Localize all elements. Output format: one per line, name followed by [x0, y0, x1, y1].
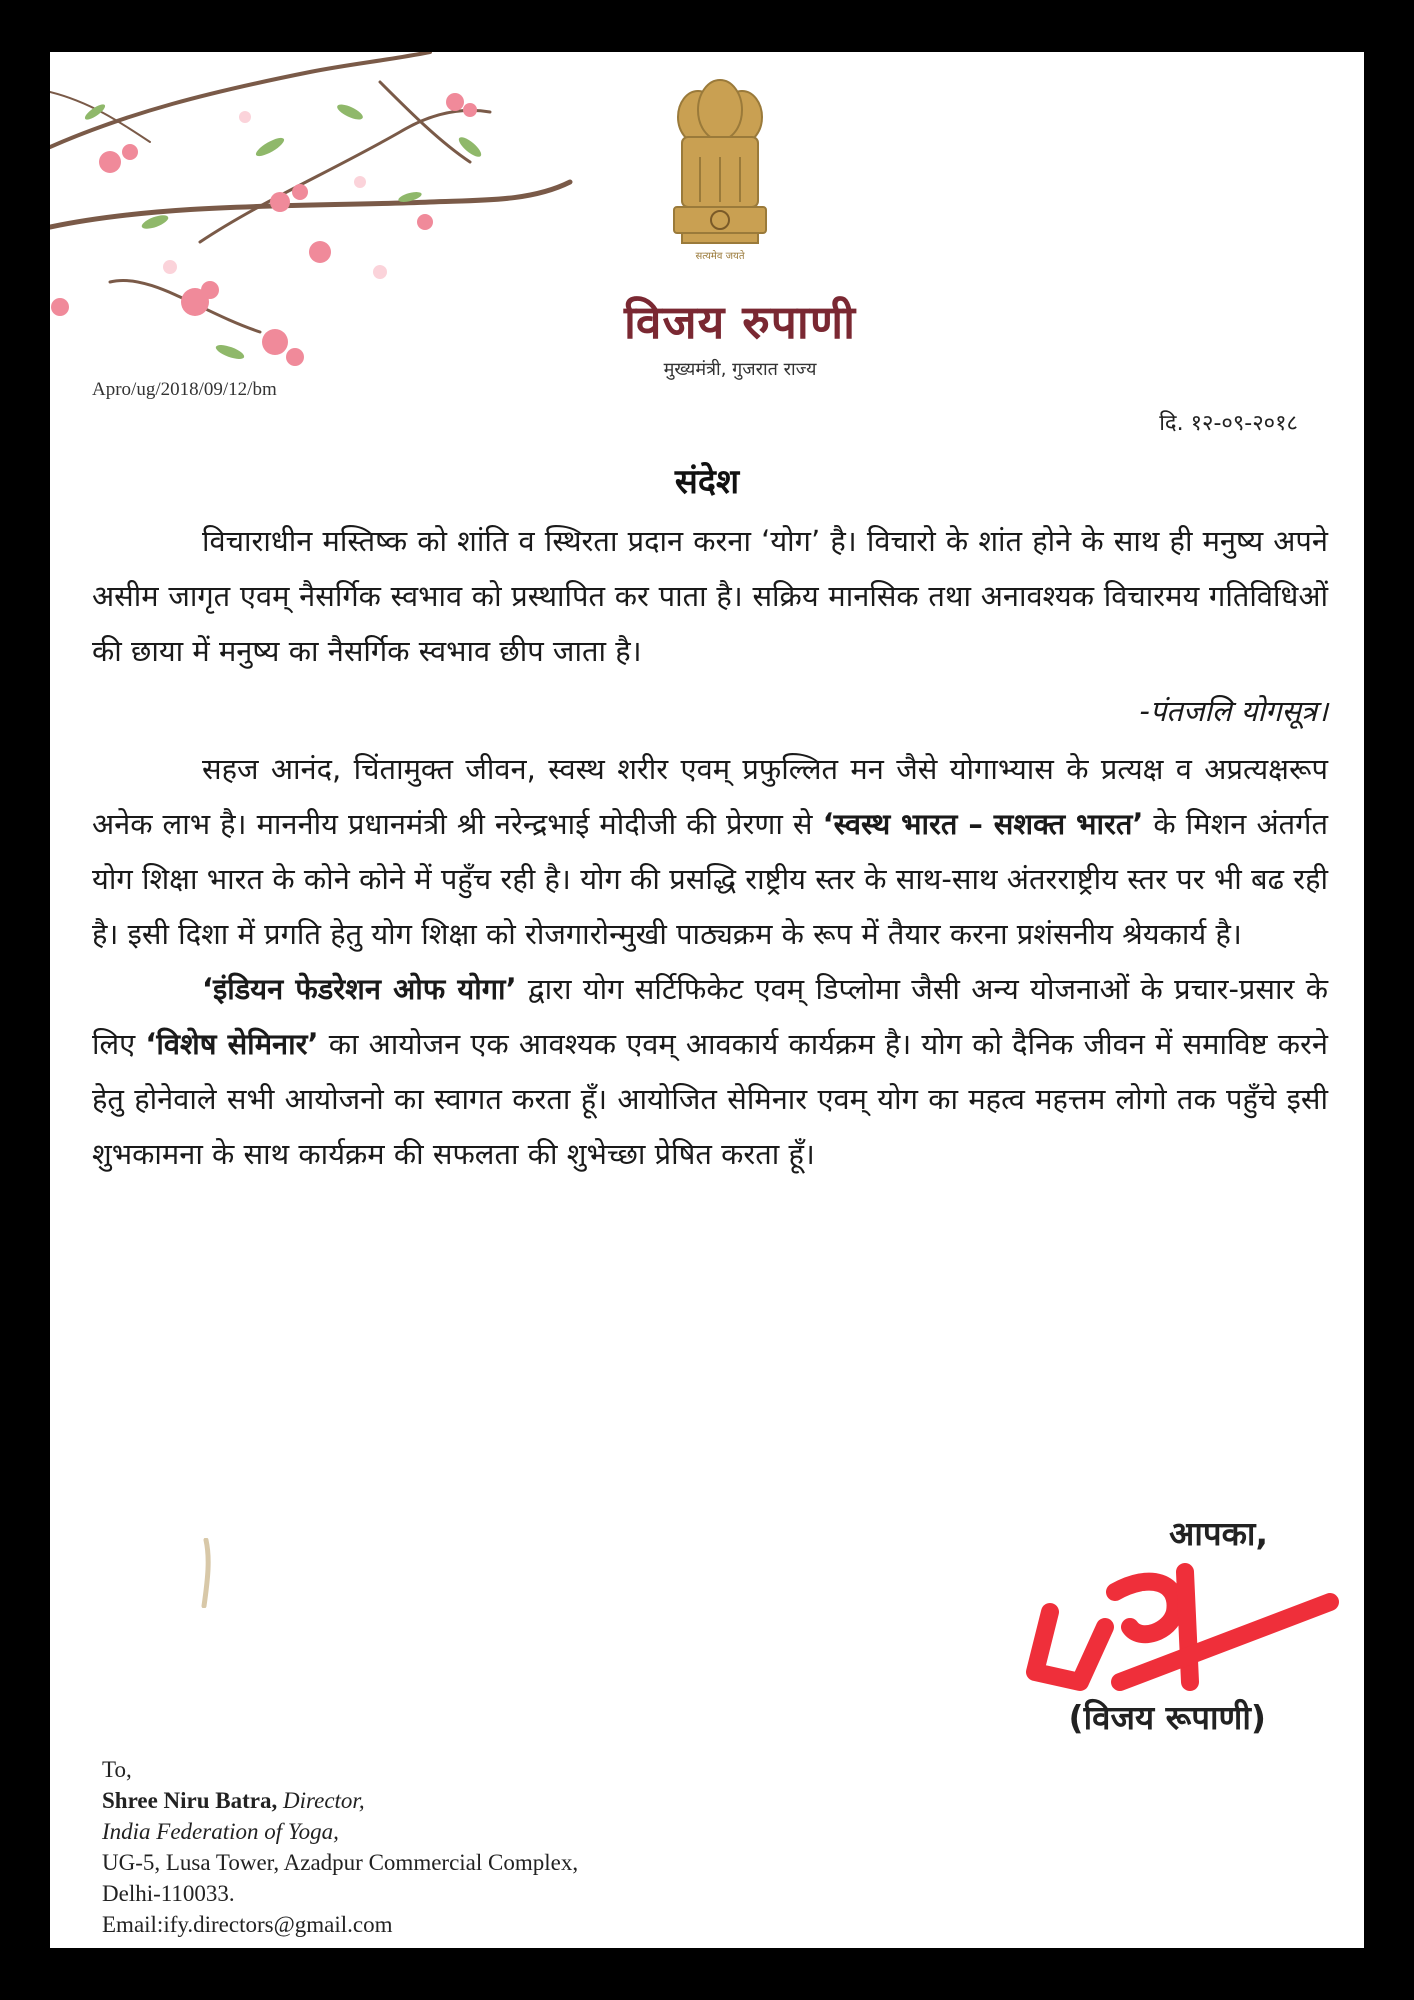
- closing-salutation: आपका,: [1169, 1514, 1268, 1553]
- handwritten-signature: [1010, 1532, 1340, 1702]
- national-emblem: [660, 62, 780, 272]
- emblem-motto: सत्यमेव जयते: [695, 251, 745, 262]
- paragraph-3-text-continued: का आयोजन एक आवश्यक एवम् आवकार्य कार्यक्रम है। योग को दैनिक जीवन में समाविष्ट करने हेतु होनेवाले सभी आयोजनो का स्वागत करता हूँ। आयोजित सेमिनार एवम् योग का महत्व महत्तम लोगो तक पहुँचे इसी शुभकामना के साथ कार्यक्रम की सफलता की शुभेच्छा प्रेषित करता हूँ।: [92, 1027, 1328, 1171]
- seminar-name: ‘विशेष सेमिनार’: [145, 1027, 319, 1061]
- letter-date: दि. १२-०९-२०१८: [1159, 411, 1298, 436]
- letterhead-designation: मुख्यमंत्री, गुजरात राज्य: [663, 359, 817, 380]
- signatory-name: (विजय रूपाणी): [1068, 1698, 1266, 1737]
- letter-body: [92, 514, 1328, 1182]
- letterhead-name: विजय रुपाणी: [623, 295, 857, 349]
- recipient-email: Email:ify.directors@gmail.com: [102, 1912, 393, 1937]
- recipient-name: Shree Niru Batra,: [102, 1788, 278, 1813]
- paragraph-2-text: सहज आनंद, चिंतामुक्त जीवन, स्वस्थ शरीर एवम् प्रफुल्लित मन जैसे योगाभ्यास के प्रत्यक्ष व अप्रत्यक्षरूप अनेक लाभ है। माननीय प्रधानमंत्री श्री नरेन्द्रभाई मोदीजी की प्रेरणा से: [92, 752, 1328, 841]
- paper-smudge: [198, 1538, 214, 1608]
- paragraph-2-text-continued: के मिशन अंतर्गत योग शिक्षा भारत के कोने कोने में पहुँच रही है। योग की प्रसद्धि राष्ट्रीय स्तर के साथ-साथ अंतरराष्ट्रीय स्तर पर भी बढ रही है। इसी दिशा में प्रगति हेतु योग शिक्षा को रोजगारोन्मुखी पाठ्यक्रम के रूप में तैयार करना प्रशंसनीय श्रेयकार्य है।: [92, 807, 1328, 951]
- quote-attribution: -पंतजलि योगसूत्र।: [1139, 694, 1328, 728]
- reference-number: Apro/ug/2018/09/12/bm: [92, 379, 277, 400]
- recipient-address: [102, 1754, 578, 1940]
- paragraph-3-text: द्वारा योग सर्टिफिकेट एवम् डिप्लोमा जैसी अन्य योजनाओं के प्रचार-प्रसार के लिए: [92, 972, 1328, 1061]
- paragraph-2: [92, 742, 1328, 962]
- paragraph-1: विचाराधीन मस्तिष्क को शांति व स्थिरता प्रदान करना ‘योग’ है। विचारो के शांत होने के साथ ही मनुष्य अपने असीम जागृत एवम् नैसर्गिक स्वभाव को प्रस्थापित कर पाता है। सक्रिय मानसिक तथा अनावश्यक विचारमय गतिविधिओं की छाया में मनुष्य का नैसर्गिक स्वभाव छीप जाता है।: [92, 524, 1328, 668]
- address-line-1: UG-5, Lusa Tower, Azadpur Commercial Complex,: [102, 1850, 579, 1875]
- letter-page: [50, 52, 1364, 1948]
- recipient-line: [102, 1785, 578, 1816]
- campaign-name: ‘स्वस्थ भारत – सशक्त भारत’: [822, 807, 1144, 841]
- recipient-organization: India Federation of Yoga,: [102, 1819, 339, 1844]
- letter-heading: संदेश: [674, 462, 740, 502]
- address-to: To,: [102, 1757, 132, 1782]
- organization-name: ‘इंडियन फेडरेशन ओफ योगा’: [202, 972, 517, 1006]
- recipient-title: Director,: [277, 1788, 365, 1813]
- paragraph-3: [92, 962, 1328, 1182]
- address-line-2: Delhi-110033.: [102, 1881, 235, 1906]
